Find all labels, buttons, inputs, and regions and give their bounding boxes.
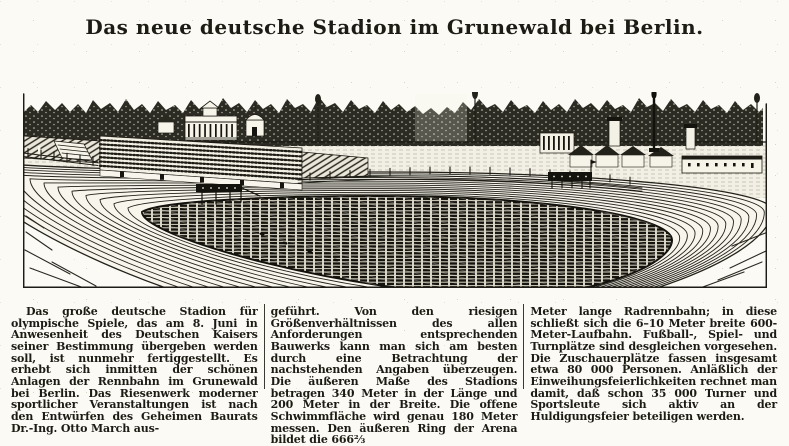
tower: [609, 120, 620, 146]
article-column-3: Meter lange Radrennbahn; in diese schließt sich die 6–10 Meter breite 600-Meter-Laufbahn. Fußball-, Spiel- und Turnplätze sind desgleichen vorgesehen. Die Zuschauerplätze fassen insgesamt etwa 80 000 Personen. Anläßlich der Einweihungsfeierlichkeiten rechnet man damit, daß schon 35 000 Turner und Sportsleute sich aktiv an der Huldigungsfeier beteiligen werden.: [523, 304, 783, 389]
article-column-2: geführt. Von den riesigen Größenverhältnissen des allen Anforderungen entsprechenden Bauwerks kann man sich am besten durch eine Betrachtung der nachstehenden Angaben überzeugen. Die äußeren Maße des Stadions betragen 340 Meter in der Länge und 200 Meter in der Breite. Die offene Schwimmfläche wird genau 180 Meter messen. Den äußeren Ring der Arena bildet die 666⅔: [264, 304, 524, 389]
article-body: [5, 293, 783, 446]
shed-row: [682, 156, 762, 173]
article-title: Das neue deutsche Stadion im Grunewald bei Berlin.: [85, 15, 704, 40]
article-column-1: Das große deutsche Stadion für olympische Spiele, das am 8. Juni in Anwesenheit des Deutschen Kaisers seiner Bestimmung übergeben werden soll, ist nunmehr fertiggestellt. Es erhebt sich inmitten der schönen Anlagen der Rennbahn im Grunewald bei Berlin. Das Riesenwerk moderner sportlicher Veranstaltungen ist nach den Entwürfen des Geheimen Baurats Dr.-Ing. Otto March aus-: [11, 305, 258, 435]
stadium-engraving: [0, 86, 789, 290]
pediment: [201, 101, 219, 108]
left-stands: [23, 136, 100, 163]
